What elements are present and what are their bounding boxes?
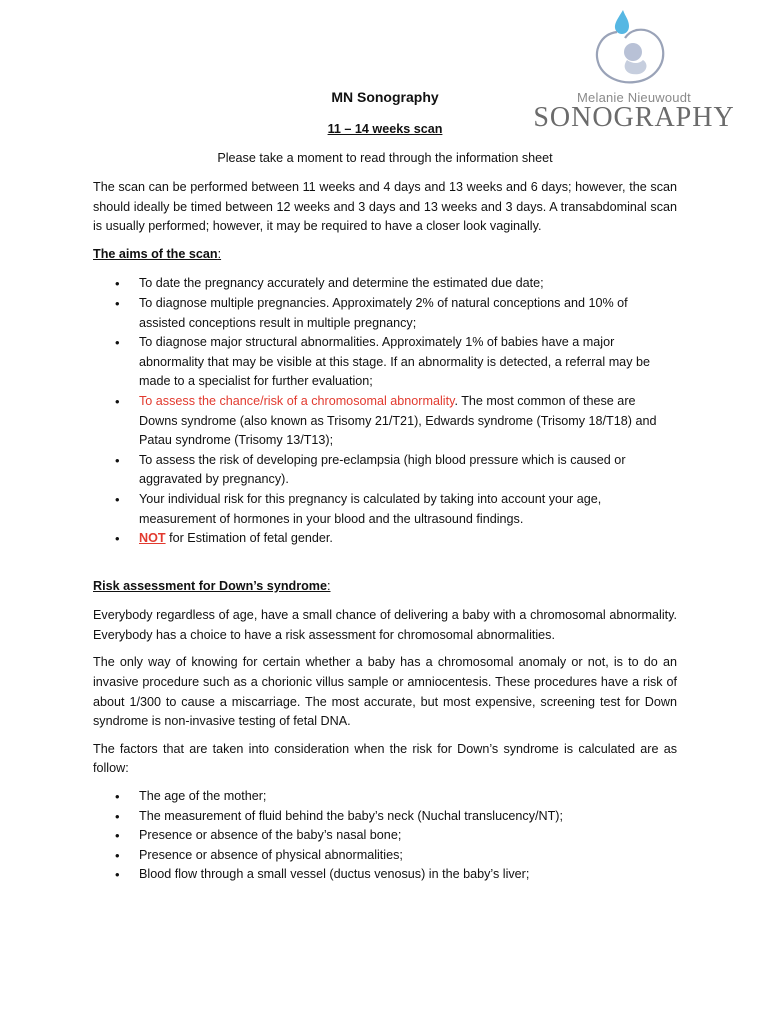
fetus-drop-icon [587, 10, 687, 90]
aims-heading-text: The aims of the scan [93, 246, 218, 261]
scan-paragraph: The scan can be performed between 11 weeks and 4 days and 13 weeks and 6 days; however, the scan should ideally be timed between 12 weeks and 3 days and 13 weeks and 3 days. A transabdominal scan is usually performed; however, it may be required to have a closer look vaginally. [93, 180, 677, 234]
list-item-not-gender [139, 529, 677, 549]
not-rest: for Estimation of fetal gender. [165, 531, 333, 546]
factors-list [93, 787, 677, 885]
list-item: • Presence or absence of physical abnormalities; [139, 846, 677, 866]
list-item: • To assess the risk of developing pre-eclampsia (high blood pressure which is caused or aggravated by pregnancy). [139, 451, 677, 490]
aims-list [93, 274, 677, 548]
list-item: • The measurement of fluid behind the baby’s neck (Nuchal translucency/NT); [139, 807, 677, 827]
aims-heading-colon: : [217, 246, 222, 261]
list-item: • The age of the mother; [139, 787, 677, 807]
document-body [93, 178, 677, 893]
list-item: • Your individual risk for this pregnancy is calculated by taking into account your age, measurement of hormones in your blood and the ultrasound findings. [139, 490, 677, 529]
list-item: • To date the pregnancy accurately and determine the estimated due date; [139, 274, 677, 294]
chromosomal-rest: . The most common of these are Downs syndrome (also known as Trisomy 21/T21), Edwards syndrome (Trisomy 18/T18) and Patau syndrome (Trisomy 13/T13); [139, 393, 657, 448]
logo-name: Melanie Nieuwoudt [577, 90, 691, 105]
not-label: NOT [139, 531, 166, 546]
intro-line: Please take a moment to read through the information sheet [217, 151, 553, 165]
list-item: • Blood flow through a small vessel (ductus venosus) in the baby’s liver; [139, 865, 677, 885]
risk-paragraph-3: The factors that are taken into consideration when the risk for Down’s syndrome is calculated are as follow: [93, 741, 677, 776]
risk-paragraph-2: The only way of knowing for certain whether a baby has a chromosomal anomaly or not, is to do an invasive procedure such as a chorionic villus sample or amniocentesis. These procedures have a risk of about 1/300 to cause a miscarriage. The most accurate, but most expensive, screening test for Down syndrome is non-invasive testing of fetal DNA. [93, 655, 677, 729]
list-item: • To diagnose major structural abnormalities. Approximately 1% of babies have a major abnormality that may be visible at this stage. If an abnormality is detected, a referral may be made to a specialist for further evaluation; [139, 333, 677, 392]
risk-paragraph-1: Everybody regardless of age, have a small chance of delivering a baby with a chromosomal abnormality. Everybody has a choice to have a risk assessment for chromosomal abnormalities. [93, 608, 677, 642]
logo-brand: SONOGRAPHY [533, 102, 735, 133]
aims-heading [93, 245, 677, 265]
risk-heading-colon: : [327, 578, 331, 593]
page-subtitle: 11 – 14 weeks scan [327, 122, 443, 136]
sonography-logo [527, 10, 741, 136]
risk-heading [93, 577, 677, 597]
page-title: MN Sonography [331, 89, 439, 105]
risk-heading-text: Risk assessment for Down’s syndrome [93, 578, 327, 593]
list-item: • Presence or absence of the baby’s nasal bone; [139, 826, 677, 846]
chromosomal-highlight: To assess the chance/risk of a chromosomal abnormality [139, 393, 455, 408]
list-item: • To diagnose multiple pregnancies. Approximately 2% of natural conceptions and 10% of assisted conceptions result in multiple pregnancy; [139, 294, 677, 333]
list-item-chromosomal [139, 392, 677, 451]
